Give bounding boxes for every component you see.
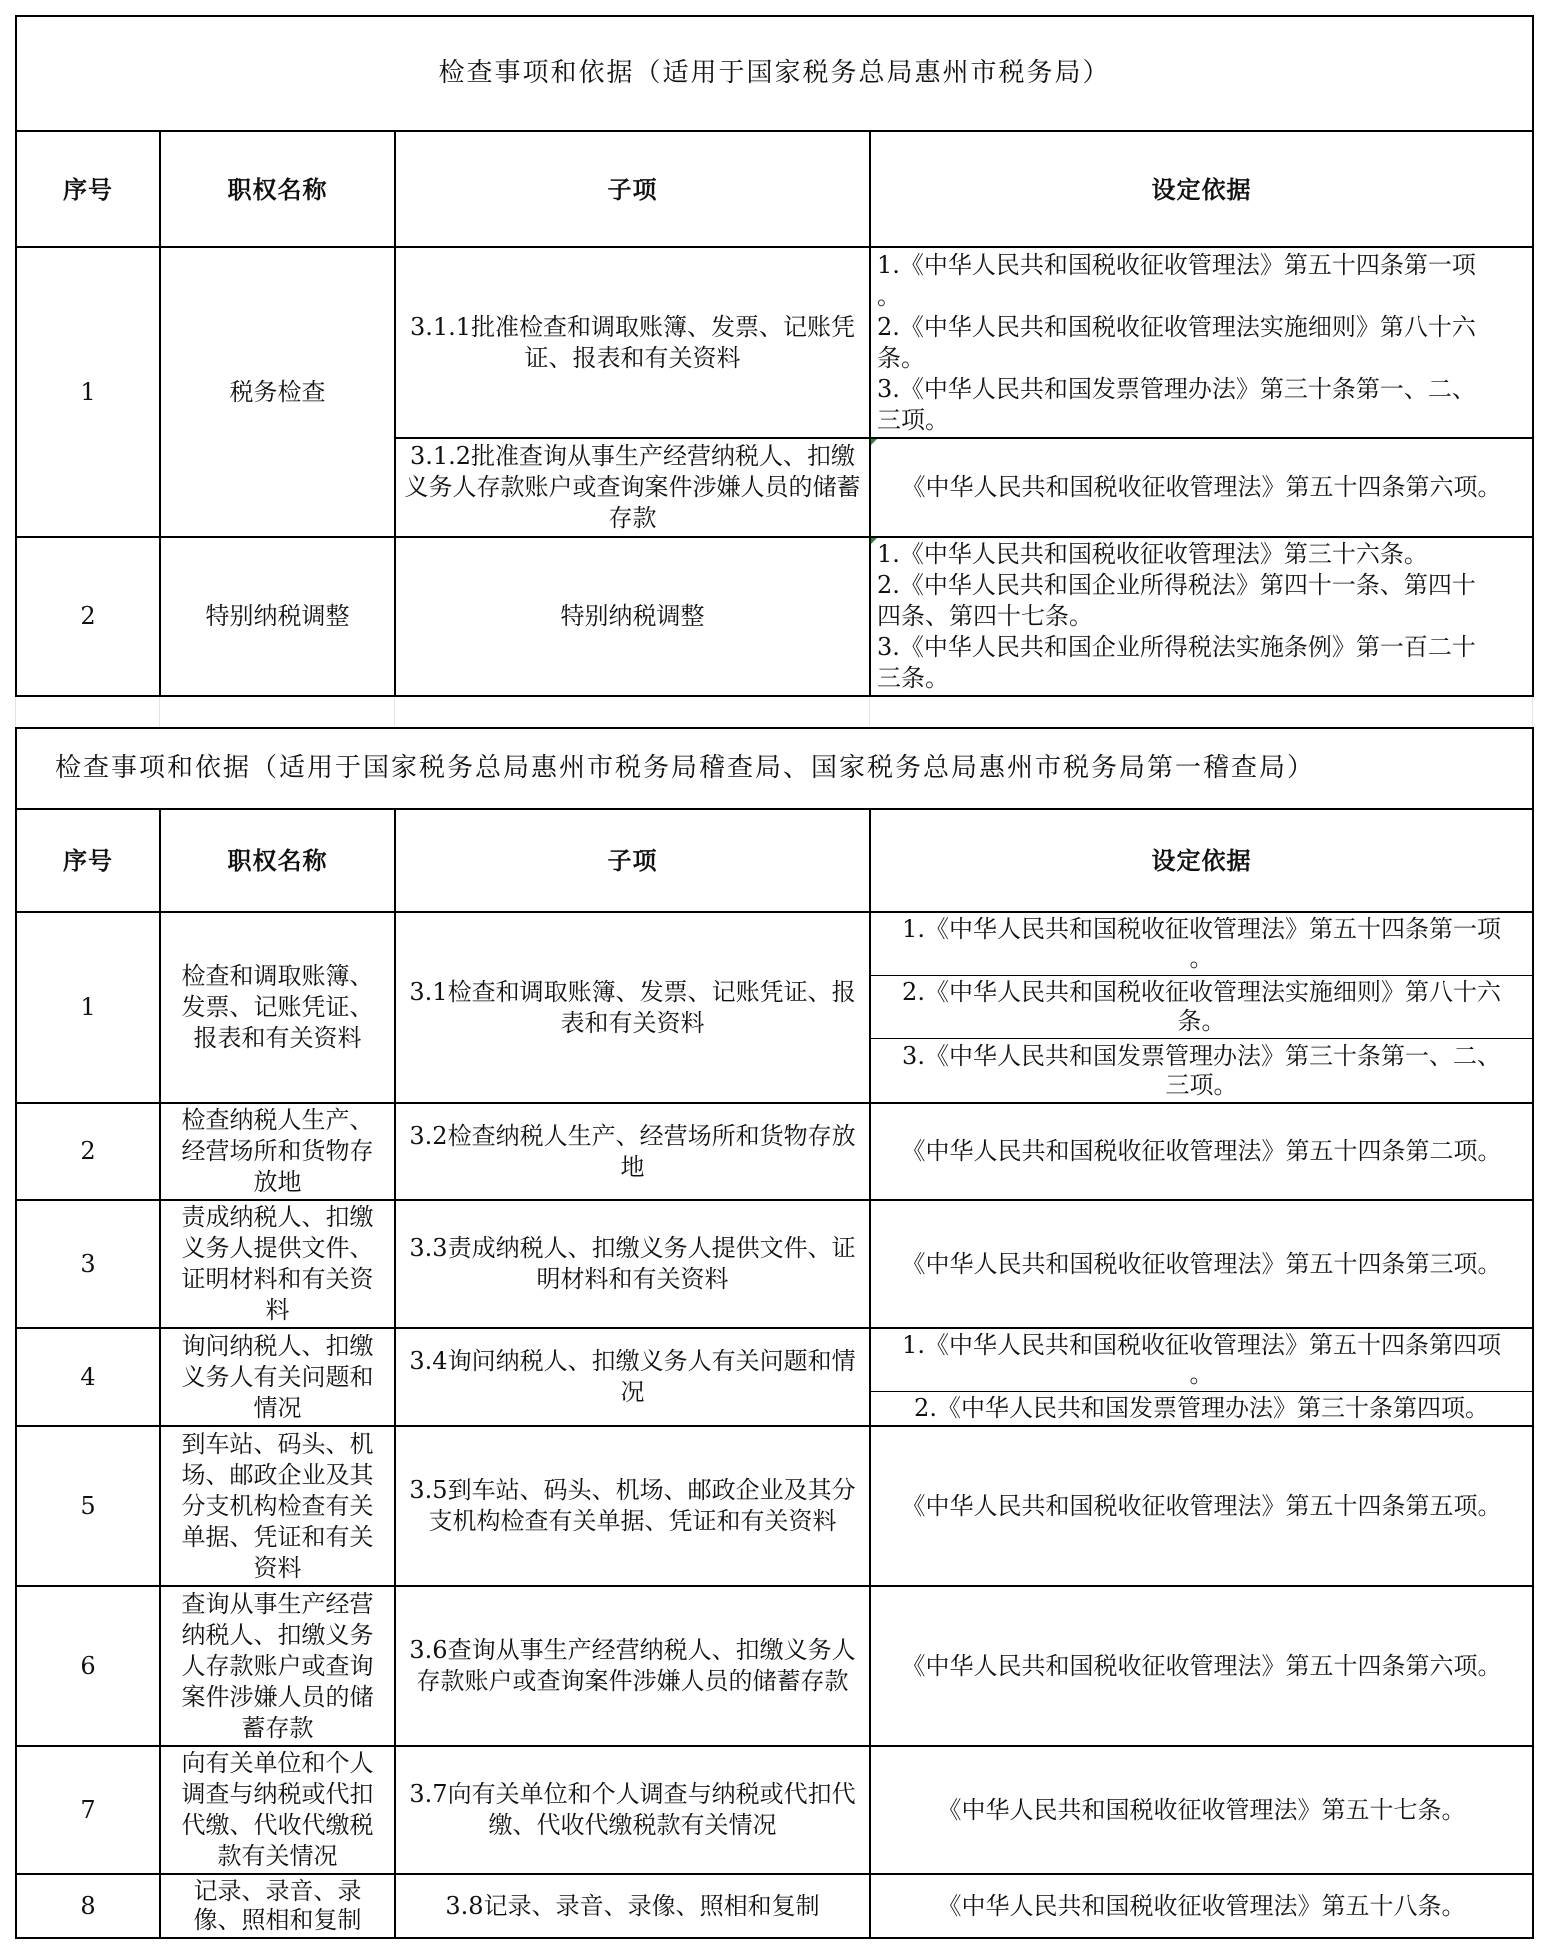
basis-line: 三条。	[877, 664, 949, 692]
basis-line: 3.《中华人民共和国发票管理办法》第三十条第一、二、	[902, 1041, 1501, 1070]
t2-row-7-subitem: 3.7向有关单位和个人调查与纳税或代扣代缴、代收代缴税款有关情况	[409, 1780, 856, 1839]
table-row-2-name: 特别纳税调整	[205, 602, 350, 630]
header-seq: 序号	[63, 174, 113, 204]
basis-line: 。	[1189, 944, 1214, 972]
table-row-1-basis-2: 《中华人民共和国税收征收管理法》第五十四条第六项。	[901, 473, 1502, 501]
t2-row-4-subitem: 3.4询问纳税人、扣缴义务人有关问题和情况	[409, 1347, 856, 1406]
t2-row-3-subitem: 3.3责成纳税人、扣缴义务人提供文件、证明材料和有关资料	[409, 1234, 856, 1293]
basis-line: 。	[877, 281, 901, 310]
t2-row-2-name: 检查纳税人生产、经营场所和货物存放地	[181, 1106, 374, 1196]
t2-row-4-basis-2: 2.《中华人民共和国发票管理办法》第三十条第四项。	[914, 1394, 1489, 1422]
t2-row-4-seq: 4	[80, 1362, 96, 1391]
t2-row-5-subitem: 3.5到车站、码头、机场、邮政企业及其分支机构检查有关单据、凭证和有关资料	[409, 1476, 856, 1535]
t2-row-4-name: 询问纳税人、扣缴义务人有关问题和情况	[181, 1331, 374, 1422]
t2-row-2-basis: 《中华人民共和国税收征收管理法》第五十四条第二项。	[901, 1137, 1502, 1165]
table-row-1-subitem-1: 3.1.1批准检查和调取账簿、发票、记账凭证、报表和有关资料	[409, 312, 856, 372]
basis-line: 2.《中华人民共和国税收征收管理法实施细则》第八十六	[902, 978, 1501, 1006]
t2-row-3-name: 责成纳税人、扣缴义务人提供文件、证明材料和有关资料	[181, 1203, 374, 1324]
basis-line: 1.《中华人民共和国税收征收管理法》第三十六条。	[877, 540, 1428, 568]
t2-row-3-seq: 3	[80, 1249, 96, 1278]
t2-row-5-seq: 5	[80, 1491, 96, 1520]
table-1-title: 检查事项和依据（适用于国家税务总局惠州市税务局）	[438, 58, 1111, 88]
t2-row-2-seq: 2	[80, 1137, 96, 1165]
t2-row-7-basis: 《中华人民共和国税收征收管理法》第五十七条。	[937, 1795, 1466, 1824]
t2-row-1-seq: 1	[80, 993, 96, 1021]
basis-line: 2.《中华人民共和国税收征收管理法实施细则》第八十六	[877, 312, 1476, 341]
table-row-1-seq: 1	[80, 377, 96, 406]
basis-line: 3.《中华人民共和国发票管理办法》第三十条第一、二、	[877, 374, 1476, 403]
basis-line: 三项。	[877, 405, 949, 434]
t2-row-4-basis-1	[871, 1329, 1532, 1391]
t2-row-1-basis-1	[871, 913, 1532, 975]
table-row-1-basis-1	[871, 248, 1532, 437]
t2-row-1-subitem: 3.1检查和调取账簿、发票、记账凭证、报表和有关资料	[409, 977, 856, 1037]
t2-row-6-basis: 《中华人民共和国税收征收管理法》第五十四条第六项。	[901, 1651, 1502, 1680]
basis-line: 。	[1189, 1360, 1214, 1388]
basis-line: 2.《中华人民共和国企业所得税法》第四十一条、第四十	[877, 571, 1476, 599]
header-seq: 序号	[63, 846, 113, 875]
t2-row-6-subitem: 3.6查询从事生产经营纳税人、扣缴义务人存款账户或查询案件涉嫌人员的储蓄存款	[409, 1636, 856, 1695]
t2-row-2-subitem: 3.2检查纳税人生产、经营场所和货物存放地	[409, 1121, 856, 1181]
t2-row-1-basis-3	[871, 1039, 1532, 1102]
basis-line: 四条、第四十七条。	[877, 602, 1093, 630]
header-subitem: 子项	[607, 846, 658, 875]
t2-row-3-basis: 《中华人民共和国税收征收管理法》第五十四条第三项。	[901, 1249, 1502, 1278]
basis-line: 3.《中华人民共和国企业所得税法实施条例》第一百二十	[877, 633, 1476, 661]
t2-row-5-name: 到车站、码头、机场、邮政企业及其分支机构检查有关单据、凭证和有关资料	[181, 1429, 374, 1582]
t2-row-8-name: 记录、录音、录像、照相和复制	[193, 1877, 362, 1934]
basis-line: 1.《中华人民共和国税收征收管理法》第五十四条第四项	[902, 1331, 1501, 1359]
table-2-title: 检查事项和依据（适用于国家税务总局惠州市税务局稽查局、国家税务总局惠州市税务局第一稽查局）	[55, 753, 1316, 783]
t2-row-5-basis: 《中华人民共和国税收征收管理法》第五十四条第五项。	[901, 1491, 1502, 1520]
basis-line: 条。	[877, 343, 925, 372]
header-basis: 设定依据	[1151, 174, 1252, 204]
t2-row-1-basis-2	[871, 976, 1532, 1038]
basis-line: 1.《中华人民共和国税收征收管理法》第五十四条第一项	[877, 250, 1476, 279]
basis-line: 三项。	[1165, 1070, 1238, 1099]
t2-row-7-seq: 7	[80, 1795, 96, 1824]
table-row-1-subitem-2: 3.1.2批准查询从事生产经营纳税人、扣缴义务人存款账户或查询案件涉嫌人员的储蓄存款	[404, 442, 861, 532]
basis-line: 条。	[1177, 1007, 1226, 1035]
t2-row-8-seq: 8	[80, 1891, 96, 1920]
header-name: 职权名称	[227, 846, 328, 875]
header-name: 职权名称	[227, 174, 328, 204]
header-basis: 设定依据	[1151, 846, 1252, 875]
t2-row-8-subitem: 3.8记录、录音、录像、照相和复制	[445, 1891, 820, 1920]
table-row-1-name: 税务检查	[229, 377, 326, 406]
t2-row-7-name: 向有关单位和个人调查与纳税或代扣代缴、代收代缴税款有关情况	[181, 1749, 374, 1870]
table-row-2-subitem: 特别纳税调整	[560, 602, 705, 630]
t2-row-6-seq: 6	[80, 1651, 96, 1680]
t2-row-1-name: 检查和调取账簿、发票、记账凭证、报表和有关资料	[181, 962, 374, 1052]
t2-row-8-basis: 《中华人民共和国税收征收管理法》第五十八条。	[937, 1891, 1466, 1920]
basis-line: 1.《中华人民共和国税收征收管理法》第五十四条第一项	[902, 915, 1501, 943]
table-row-2-seq: 2	[80, 602, 96, 630]
t2-row-6-name: 查询从事生产经营纳税人、扣缴义务人存款账户或查询案件涉嫌人员的储蓄存款	[181, 1589, 374, 1742]
header-subitem: 子项	[607, 174, 658, 204]
table-row-2-basis	[871, 538, 1532, 695]
